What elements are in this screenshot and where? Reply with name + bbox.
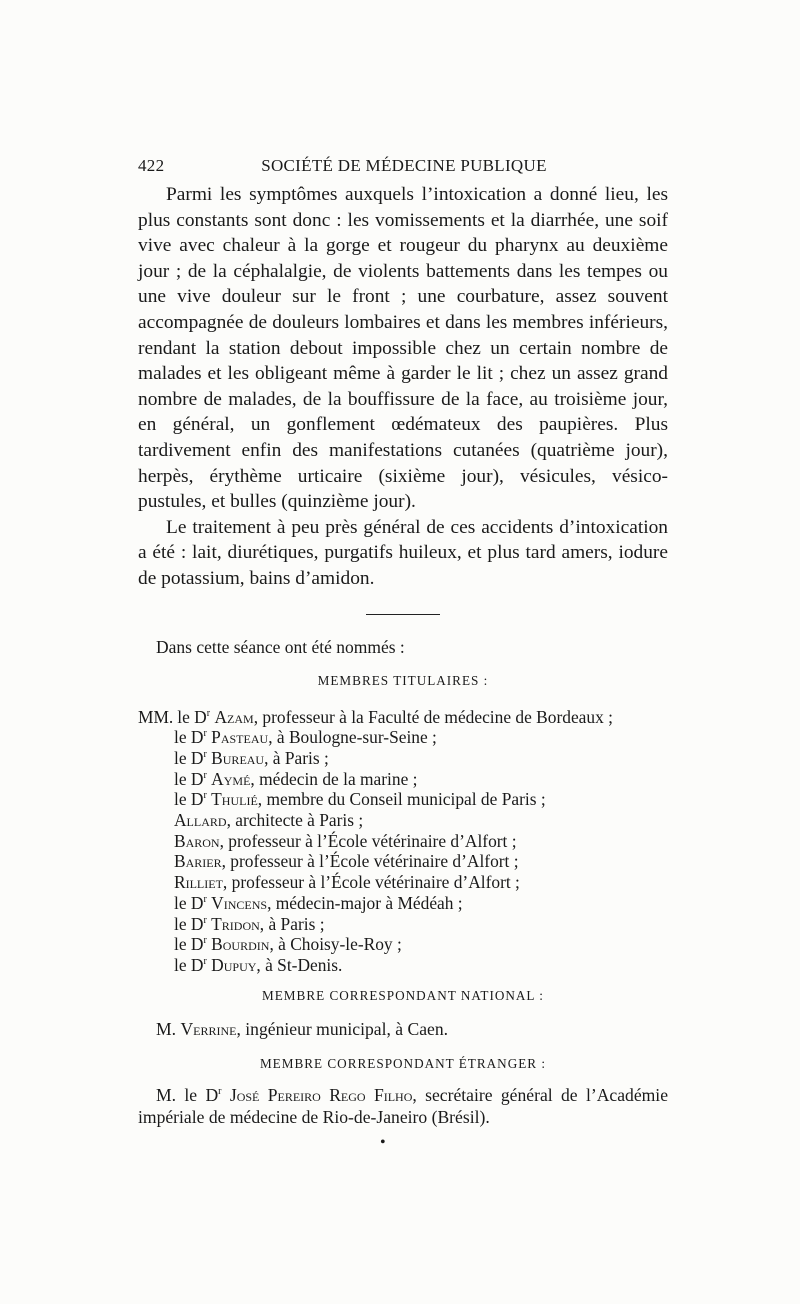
member-description: , professeur à l’École vétérinaire d’Alfort ;	[221, 851, 519, 872]
member-title-sup: r	[203, 935, 207, 947]
etranger-member	[138, 1084, 668, 1128]
member-name: Thulié	[211, 789, 258, 810]
member-title-sup: r	[203, 728, 207, 740]
member-title: le D	[174, 789, 204, 810]
etranger-rest: , secrétaire général de l’Académie impériale de médecine de Rio-de-Janeiro (Brésil).	[138, 1084, 669, 1127]
etranger-name: José Pereiro Rego Filho	[229, 1084, 413, 1105]
member-line	[138, 872, 668, 893]
member-title-sup: r	[203, 914, 207, 926]
member-name: Dupuy	[211, 954, 257, 975]
national-member	[156, 1018, 668, 1040]
member-line	[138, 851, 668, 872]
member-description: , à St-Denis.	[256, 954, 343, 975]
member-line	[138, 748, 668, 769]
national-lead: M.	[156, 1018, 177, 1039]
member-description: , à Boulogne-sur-Seine ;	[268, 727, 437, 748]
member-title: le D	[174, 934, 204, 955]
member-title: le D	[174, 747, 204, 768]
member-name: Baron	[174, 830, 220, 851]
member-line	[138, 893, 668, 914]
member-line	[138, 810, 668, 831]
member-description: , à Paris ;	[264, 747, 329, 768]
national-heading: MEMBRE CORRESPONDANT NATIONAL :	[262, 987, 544, 1003]
member-name: Bourdin	[211, 934, 270, 955]
member-name: Pasteau	[211, 727, 269, 748]
running-head: SOCIÉTÉ DE MÉDECINE PUBLIQUE	[261, 156, 547, 175]
member-title-sup: r	[203, 790, 207, 802]
page-header	[138, 156, 670, 176]
member-description: , médecin de la marine ;	[250, 768, 418, 789]
member-title: le D	[177, 706, 207, 727]
member-title-sup: r	[203, 956, 207, 968]
member-name: Azam	[214, 706, 254, 727]
members-lead: MM.	[138, 706, 174, 727]
member-description: , médecin-major à Médéah ;	[267, 892, 463, 913]
member-description: , professeur à l’École vétérinaire d’Alfort ;	[219, 830, 517, 851]
member-title: le D	[174, 913, 204, 934]
member-title-sup: r	[203, 769, 207, 781]
member-description: , professeur à la Faculté de médecine de Bordeaux ;	[253, 706, 613, 727]
member-description: , à Paris ;	[259, 913, 325, 934]
section-divider	[366, 614, 440, 615]
member-line	[138, 769, 668, 790]
member-description: , à Choisy-le-Roy ;	[269, 934, 402, 955]
member-name: Aymé	[211, 768, 251, 789]
member-name: Bureau	[211, 747, 265, 768]
member-line	[138, 955, 668, 976]
etranger-heading: MEMBRE CORRESPONDANT ÉTRANGER :	[259, 1055, 547, 1071]
national-name: Verrine	[180, 1018, 237, 1039]
etranger-lead: M. le D	[156, 1084, 219, 1105]
page-body	[138, 182, 668, 1128]
member-title: le D	[174, 727, 204, 748]
titulaires-heading: MEMBRES TITULAIRES :	[317, 672, 489, 688]
member-line	[138, 914, 668, 935]
member-name: Vincens	[211, 892, 268, 913]
etranger-sup: r	[218, 1085, 222, 1097]
member-title-sup: r	[206, 707, 211, 719]
member-name: Rilliet	[174, 872, 223, 893]
member-title-sup: r	[203, 749, 207, 761]
footer-mark: •	[380, 1134, 386, 1151]
titulaires-list	[138, 707, 668, 976]
member-title: le D	[174, 892, 204, 913]
member-description: , professeur à l’École vétérinaire d’Alfort ;	[222, 872, 520, 893]
member-title: le D	[174, 954, 204, 975]
member-name: Tridon	[211, 913, 260, 934]
member-title-sup: r	[203, 894, 207, 906]
member-description: , architecte à Paris ;	[226, 810, 364, 831]
member-name: Barier	[174, 851, 222, 872]
member-line	[138, 707, 668, 728]
member-description: , membre du Conseil municipal de Paris ;	[257, 789, 546, 810]
national-rest: , ingénieur municipal, à Caen.	[236, 1018, 449, 1039]
paragraph-symptoms: Parmi les symptômes auxquels l’intoxication a donné lieu, les plus constants sont donc : les vomissements et la diarrhée, une soif vive avec chaleur à la gorge et rougeur du pharynx au deuxième jour ; de la céphalalgie, de violents battements dans les tempes ou une vive douleur sur le front ; une courbature, assez souvent accompagnée de douleurs lombaires et dans les membres inférieurs, rendant la station debout impossible chez un certain nombre de malades et les obligeant même à garder le lit ; chez un assez grand nombre de malades, de la bouffissure de la face, au troisième jour, en général, un gonflement œdémateux des paupières. Plus tardivement enfin des manifestations cutanées (quatrième jour), herpès, érythème urticaire (sixième jour), vésicules, vésico-pustules, et bulles (quinzième jour).	[138, 184, 668, 513]
member-line	[138, 789, 668, 810]
member-line	[138, 934, 668, 955]
member-line	[138, 727, 668, 748]
appointments-intro: Dans cette séance ont été nommés :	[156, 636, 405, 657]
member-title: le D	[174, 768, 204, 789]
member-line	[138, 831, 668, 852]
paragraph-treatment: Le traitement à peu près général de ces accidents d’intoxication a été : lait, diurétiques, purgatifs huileux, et plus tard amers, iodure de potassium, bains d’amidon.	[138, 516, 668, 589]
member-name: Allard	[174, 810, 227, 831]
page-number: 422	[138, 156, 165, 175]
